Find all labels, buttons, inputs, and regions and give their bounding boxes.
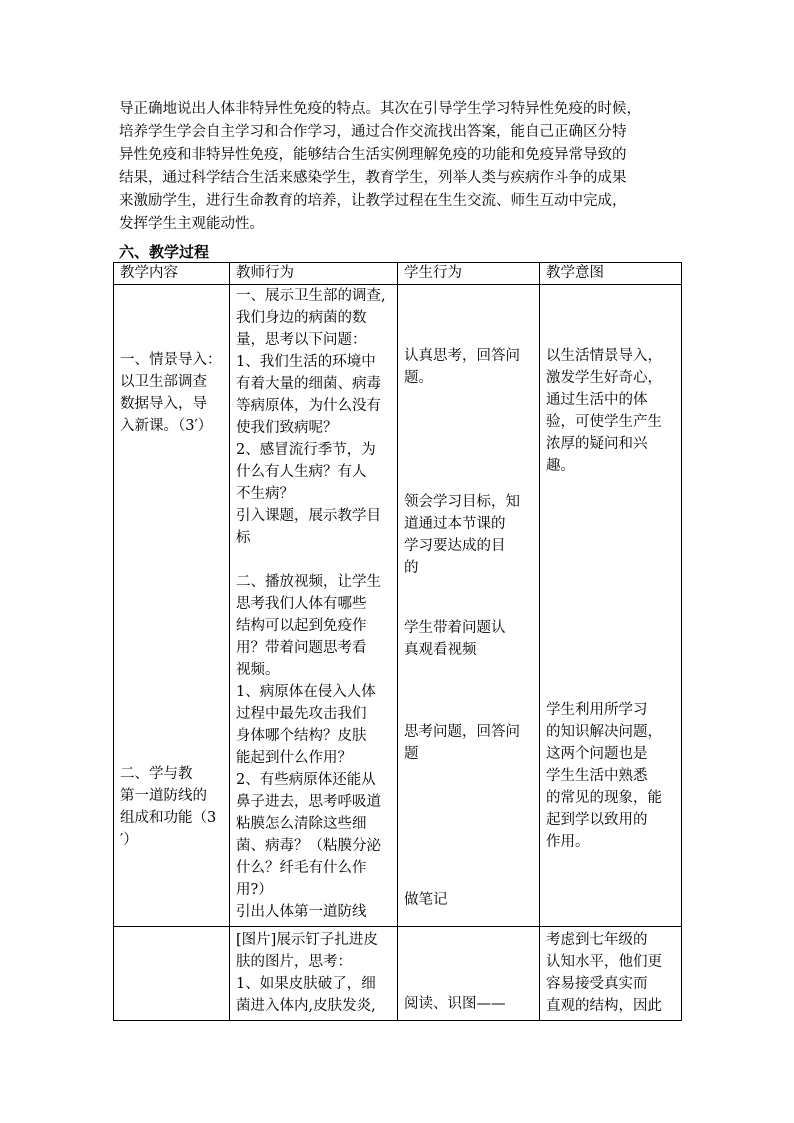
text-line: 直观的结构，因此 — [546, 998, 662, 1014]
text-line: 身体哪个结构？皮肤 — [236, 728, 367, 744]
text-line: 什么有人生病？有人 — [236, 464, 367, 480]
text-line: 引出人体第一道防线 — [236, 904, 367, 920]
cell-student — [398, 285, 540, 927]
text-line: 鼻子进去，思考呼吸道 — [236, 794, 381, 810]
text-line: 认知水平，他们更 — [546, 954, 662, 970]
text-line: 激发学生好奇心， — [546, 370, 662, 386]
text-line: 不生病？ — [236, 486, 294, 502]
teacher-block-3 — [236, 929, 393, 1017]
text-line: 题。 — [404, 370, 433, 386]
text-line: 粘膜怎么清除这些细 — [236, 816, 367, 832]
header-intent: 教学意图 — [540, 263, 682, 285]
text-line: 数据导入，导 — [120, 396, 207, 412]
text-line: 量，思考以下问题： — [236, 332, 367, 348]
intro-line: 异性免疫和非特异性免疫，能够结合生活实例理解免疫的功能和免疫异常导致的 — [119, 147, 627, 163]
text-line: 二、学与教 — [120, 766, 193, 782]
table-row — [114, 285, 682, 927]
text-line: 有着大量的细菌、病毒 — [236, 376, 381, 392]
intent-block-2 — [546, 699, 677, 853]
header-teacher: 教师行为 — [230, 263, 398, 285]
text-line: 的常见的现象，能 — [546, 790, 662, 806]
text-line: 二、播放视频，让学生 — [236, 574, 381, 590]
section-heading: 六、教学过程 — [119, 243, 210, 261]
text-line: 第一道防线的 — [120, 788, 207, 804]
text-line: 使我们致病呢？ — [236, 420, 338, 436]
table-row — [114, 927, 682, 1021]
text-line: 认真思考，回答问 — [404, 348, 520, 364]
student-block-6 — [404, 993, 535, 1015]
intro-line: 导正确地说出人体非特异性免疫的特点。其次在引导学生学习特异性免疫的时候， — [119, 101, 641, 117]
text-line: 肤的图片，思考： — [236, 954, 352, 970]
text-line: 学生利用所学习 — [546, 702, 648, 718]
text-line: 的知识解决问题， — [546, 724, 662, 740]
text-line: 能起到什么作用？ — [236, 750, 352, 766]
text-line: 思考问题，回答问 — [404, 724, 520, 740]
text-line: 结构可以起到免疫作 — [236, 618, 367, 634]
text-line: 以卫生部调查 — [120, 374, 207, 390]
text-line: 标 — [236, 530, 251, 546]
text-line: 真观看视频 — [404, 642, 477, 658]
student-block-4 — [404, 721, 535, 765]
intro-line: 培养学生学会自主学习和合作学习，通过合作交流找出答案，能自己正确区分特 — [119, 124, 627, 140]
text-line: [图片]展示钉子扎进皮 — [236, 932, 378, 948]
text-line: 什么？纤毛有什么作 — [236, 860, 367, 876]
cell-content — [114, 285, 230, 927]
text-line: 做笔记 — [404, 892, 448, 908]
cell-teacher — [230, 285, 398, 927]
intro-line: 结果，通过科学结合生活来感染学生，教育学生，列举人类与疾病作斗争的成果 — [119, 170, 627, 186]
teacher-block-2 — [236, 571, 393, 923]
teacher-block-1 — [236, 285, 393, 549]
text-line: 验，可使学生产生 — [546, 414, 662, 430]
text-line: 容易接受真实而 — [546, 976, 648, 992]
student-block-5 — [404, 889, 535, 911]
intent-block-3 — [546, 929, 677, 1017]
header-content: 教学内容 — [114, 263, 230, 285]
text-line: 1、如果皮肤破了，细 — [236, 976, 376, 992]
intro-paragraph — [119, 98, 685, 236]
student-block-2 — [404, 491, 535, 579]
text-line: 这两个问题也是 — [546, 746, 648, 762]
text-line: 学习要达成的目 — [404, 538, 506, 554]
text-line: 过程中最先攻击我们 — [236, 706, 367, 722]
text-line: 领会学习目标，知 — [404, 494, 520, 510]
text-line: 2、有些病原体还能从 — [236, 772, 376, 788]
intent-block-1 — [546, 345, 677, 477]
text-line: 一、展示卫生部的调查, — [236, 288, 386, 304]
text-line: 浓厚的疑问和兴 — [546, 436, 648, 452]
text-line: 以生活情景导入， — [546, 348, 662, 364]
text-line: 菌、病毒？（粘膜分泌 — [236, 838, 381, 854]
table-header-row — [114, 263, 682, 285]
text-line: 的 — [404, 560, 419, 576]
text-line: 菌进入体内,皮肤发炎, — [236, 998, 376, 1014]
text-line: 考虑到七年级的 — [546, 932, 648, 948]
text-line: 趣。 — [546, 458, 575, 474]
text-line: ′） — [120, 832, 138, 848]
text-line: 1、我们生活的环境中 — [236, 354, 376, 370]
text-line: 思考我们人体有哪些 — [236, 596, 367, 612]
text-line: 道通过本节课的 — [404, 516, 506, 532]
text-line: 题 — [404, 746, 419, 762]
intro-line: 来激励学生，进行生命教育的培养，让教学过程在生生交流、师生互动中完成， — [119, 193, 627, 209]
cell-teacher — [230, 927, 398, 1021]
content-first-defense — [120, 763, 225, 851]
text-line: 组成和功能（3 — [120, 810, 217, 826]
text-line: 阅读、识图—— — [404, 996, 506, 1012]
student-block-1 — [404, 345, 535, 389]
text-line: 用?） — [236, 882, 273, 898]
text-line: 学生带着问题认 — [404, 620, 506, 636]
text-line: 视频。 — [236, 662, 280, 678]
content-intro — [120, 349, 225, 437]
text-line: 1、病原体在侵入人体 — [236, 684, 376, 700]
text-line: 学生生活中熟悉 — [546, 768, 648, 784]
text-line: 起到学以致用的 — [546, 812, 648, 828]
student-block-3 — [404, 617, 535, 661]
cell-student — [398, 927, 540, 1021]
intro-line: 发挥学生主观能动性。 — [119, 216, 264, 232]
text-line: 引入课题，展示教学目 — [236, 508, 381, 524]
cell-intent — [540, 927, 682, 1021]
text-line: 一、情景导入： — [120, 352, 222, 368]
header-student: 学生行为 — [398, 263, 540, 285]
text-line: 我们身边的病菌的数 — [236, 310, 367, 326]
cell-content-empty — [114, 927, 230, 1021]
teaching-process-table — [113, 262, 682, 1021]
text-line: 通过生活中的体 — [546, 392, 648, 408]
text-line: 等病原体，为什么没有 — [236, 398, 381, 414]
text-line: 用？带着问题思考看 — [236, 640, 367, 656]
cell-intent — [540, 285, 682, 927]
text-line: 入新课。（3′） — [120, 418, 213, 434]
text-line: 作用。 — [546, 834, 590, 850]
text-line: 2、感冒流行季节，为 — [236, 442, 376, 458]
